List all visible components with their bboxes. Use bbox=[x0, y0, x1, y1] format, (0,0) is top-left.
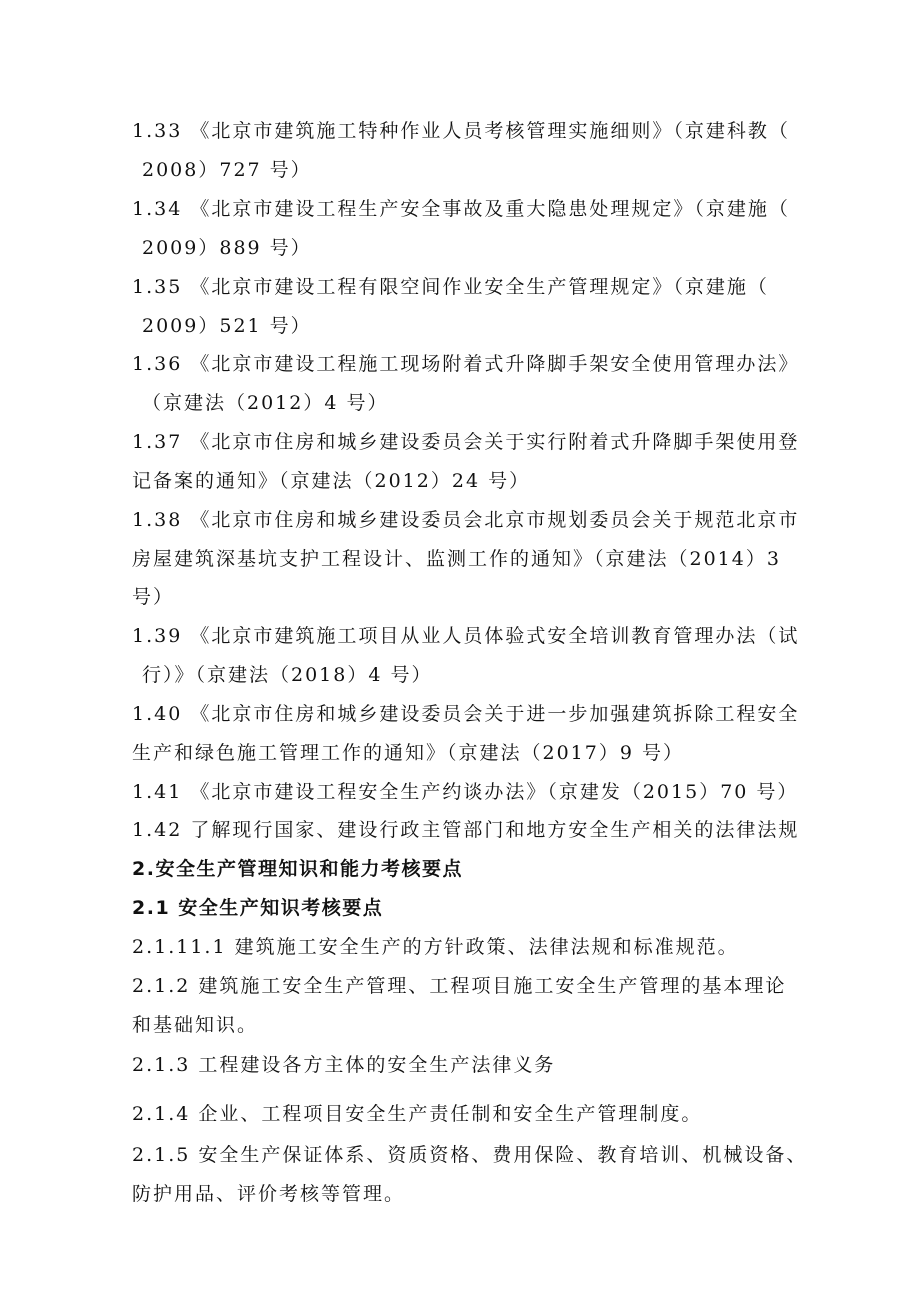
item-1-40-line-2: 生产和绿色施工管理工作的通知》（京建法（2017）9 号） bbox=[132, 742, 684, 764]
item-1-38-line-1: 1.38 《北京市住房和城乡建设委员会北京市规划委员会关于规范北京市 bbox=[132, 509, 800, 531]
item-1-35-line-2: 2009）521 号） bbox=[142, 315, 312, 337]
item-1-33-line-2: 2008）727 号） bbox=[142, 159, 312, 181]
point-2-1-3-line-1: 2.1.3 工程建设各方主体的安全生产法律义务 bbox=[132, 1054, 556, 1076]
point-2-1-1-line-1: 2.1.11.1 建筑施工安全生产的方针政策、法律法规和标准规范。 bbox=[132, 936, 739, 958]
item-1-39-line-1: 1.39 《北京市建筑施工项目从业人员体验式安全培训教育管理办法（试 bbox=[132, 625, 800, 647]
section-2-1-heading: 2.1 安全生产知识考核要点 bbox=[132, 897, 384, 919]
point-2-1-2-line-1: 2.1.2 建筑施工安全生产管理、工程项目施工安全生产管理的基本理论 bbox=[132, 975, 787, 997]
item-1-38-line-3: 号） bbox=[132, 586, 175, 608]
point-2-1-2-line-2: 和基础知识。 bbox=[132, 1014, 259, 1036]
point-2-1-4-line-1: 2.1.4 企业、工程项目安全生产责任制和安全生产管理制度。 bbox=[132, 1103, 703, 1125]
item-1-36-line-2: （京建法（2012）4 号） bbox=[142, 392, 389, 414]
section-2-heading: 2.安全生产管理知识和能力考核要点 bbox=[132, 858, 463, 880]
item-1-35-line-1: 1.35 《北京市建设工程有限空间作业安全生产管理规定》（京建施（ bbox=[132, 276, 769, 298]
item-1-34-line-2: 2009）889 号） bbox=[142, 237, 312, 259]
item-1-39-line-2: 行）》（京建法（2018）4 号） bbox=[142, 664, 433, 686]
item-1-37-line-2: 记备案的通知》（京建法（2012）24 号） bbox=[132, 470, 531, 492]
point-2-1-5-line-2: 防护用品、评价考核等管理。 bbox=[132, 1183, 406, 1205]
item-1-42-line-1: 1.42 了解现行国家、建设行政主管部门和地方安全生产相关的法律法规 bbox=[132, 819, 800, 841]
point-2-1-5-line-1: 2.1.5 安全生产保证体系、资质资格、费用保险、教育培训、机械设备、 bbox=[132, 1144, 808, 1166]
item-1-33-line-1: 1.33 《北京市建筑施工特种作业人员考核管理实施细则》（京建科教（ bbox=[132, 120, 790, 142]
item-1-40-line-1: 1.40 《北京市住房和城乡建设委员会关于进一步加强建筑拆除工程安全 bbox=[132, 703, 800, 725]
item-1-38-line-2: 房屋建筑深基坑支护工程设计、监测工作的通知》（京建法（2014）3 bbox=[132, 548, 781, 570]
item-1-41-line-1: 1.41 《北京市建设工程安全生产约谈办法》（京建发（2015）70 号） bbox=[132, 781, 799, 803]
item-1-34-line-1: 1.34 《北京市建设工程生产安全事故及重大隐患处理规定》（京建施（ bbox=[132, 198, 790, 220]
item-1-36-line-1: 1.36 《北京市建设工程施工现场附着式升降脚手架安全使用管理办法》 bbox=[132, 353, 800, 375]
item-1-37-line-1: 1.37 《北京市住房和城乡建设委员会关于实行附着式升降脚手架使用登 bbox=[132, 431, 800, 453]
